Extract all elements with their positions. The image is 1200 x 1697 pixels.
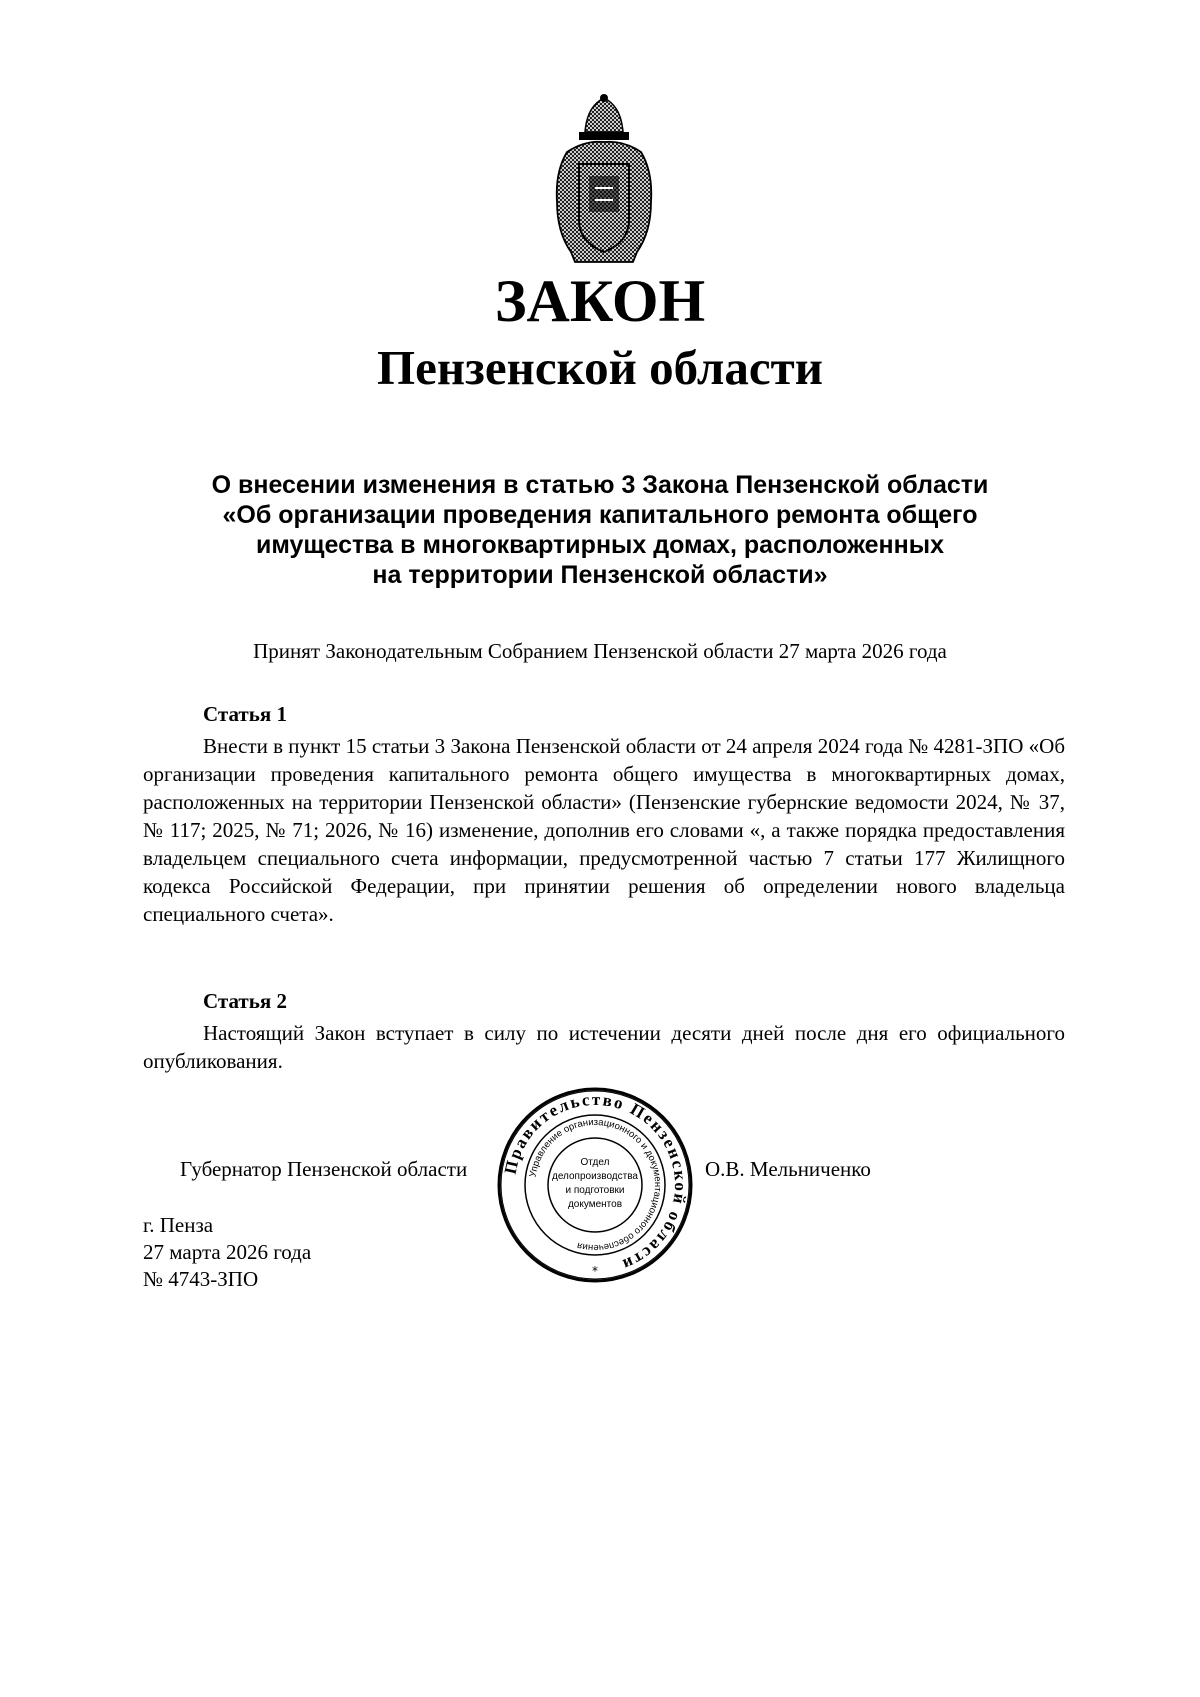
law-subject-line: имущества в многоквартирных домах, расположенных <box>255 531 944 559</box>
adoption-note: Принят Законодательным Собранием Пензенской области 27 марта 2026 года <box>253 639 947 663</box>
article-1-heading: Статья 1 <box>203 702 287 726</box>
signatory-position: Губернатор Пензенской области <box>180 1157 468 1181</box>
law-subject-line: О внесении изменения в статью 3 Закона Пензенской области <box>211 471 989 499</box>
article-2-heading: Статья 2 <box>203 989 287 1013</box>
stamp-outer-text: Правительство Пензенской области <box>500 1089 691 1276</box>
law-subject-line: «Об организации проведения капитального ремонта общего <box>222 501 978 529</box>
signatory-name: О.В. Мельниченко <box>705 1157 871 1181</box>
law-number: № 4743-ЗПО <box>143 1267 259 1291</box>
signing-date: 27 марта 2026 года <box>143 1240 312 1264</box>
official-stamp <box>495 1085 695 1285</box>
svg-text:*: * <box>592 1264 598 1278</box>
article-2-text: Настоящий Закон вступает в силу по истечении десяти дней после дня его официального опубликования. <box>143 1021 1065 1073</box>
document-region: Пензенской области <box>377 340 823 395</box>
stamp-center-line: документов <box>567 1199 623 1210</box>
stamp-inner-text: Управление организационного и документационного обеспечения <box>527 1116 664 1254</box>
article-1-text: Внести в пункт 15 статьи 3 Закона Пензенской области от 24 апреля 2024 года № 4281-ЗПО «Об организации проведения капитального ремонта общего имущества в многоквартирных домах, расположенных на территории Пензенской области» (Пензенские губернские ведомости 2024, № 37, № 117; 2025, № 71; 2026, № 16) изменение, дополнив его словами «, а также порядка предоставления владельцем специального счета информации, предусмотренной частью 7 статьи 177 Жилищного кодекса Российской Федерации, при принятии решения об определении нового владельца специального счета». <box>143 734 1065 926</box>
law-subject <box>130 470 1070 590</box>
place-of-signing: г. Пенза <box>143 1213 214 1237</box>
stamp-center-line: Отдел <box>580 1157 610 1168</box>
penza-coat-of-arms-icon <box>545 92 663 266</box>
stamp-center-line: и подготовки <box>565 1185 625 1196</box>
document-title: ЗАКОН <box>494 268 706 334</box>
law-subject-line: на территории Пензенской области» <box>372 561 828 589</box>
stamp-center-line: делопроизводства <box>551 1171 639 1182</box>
